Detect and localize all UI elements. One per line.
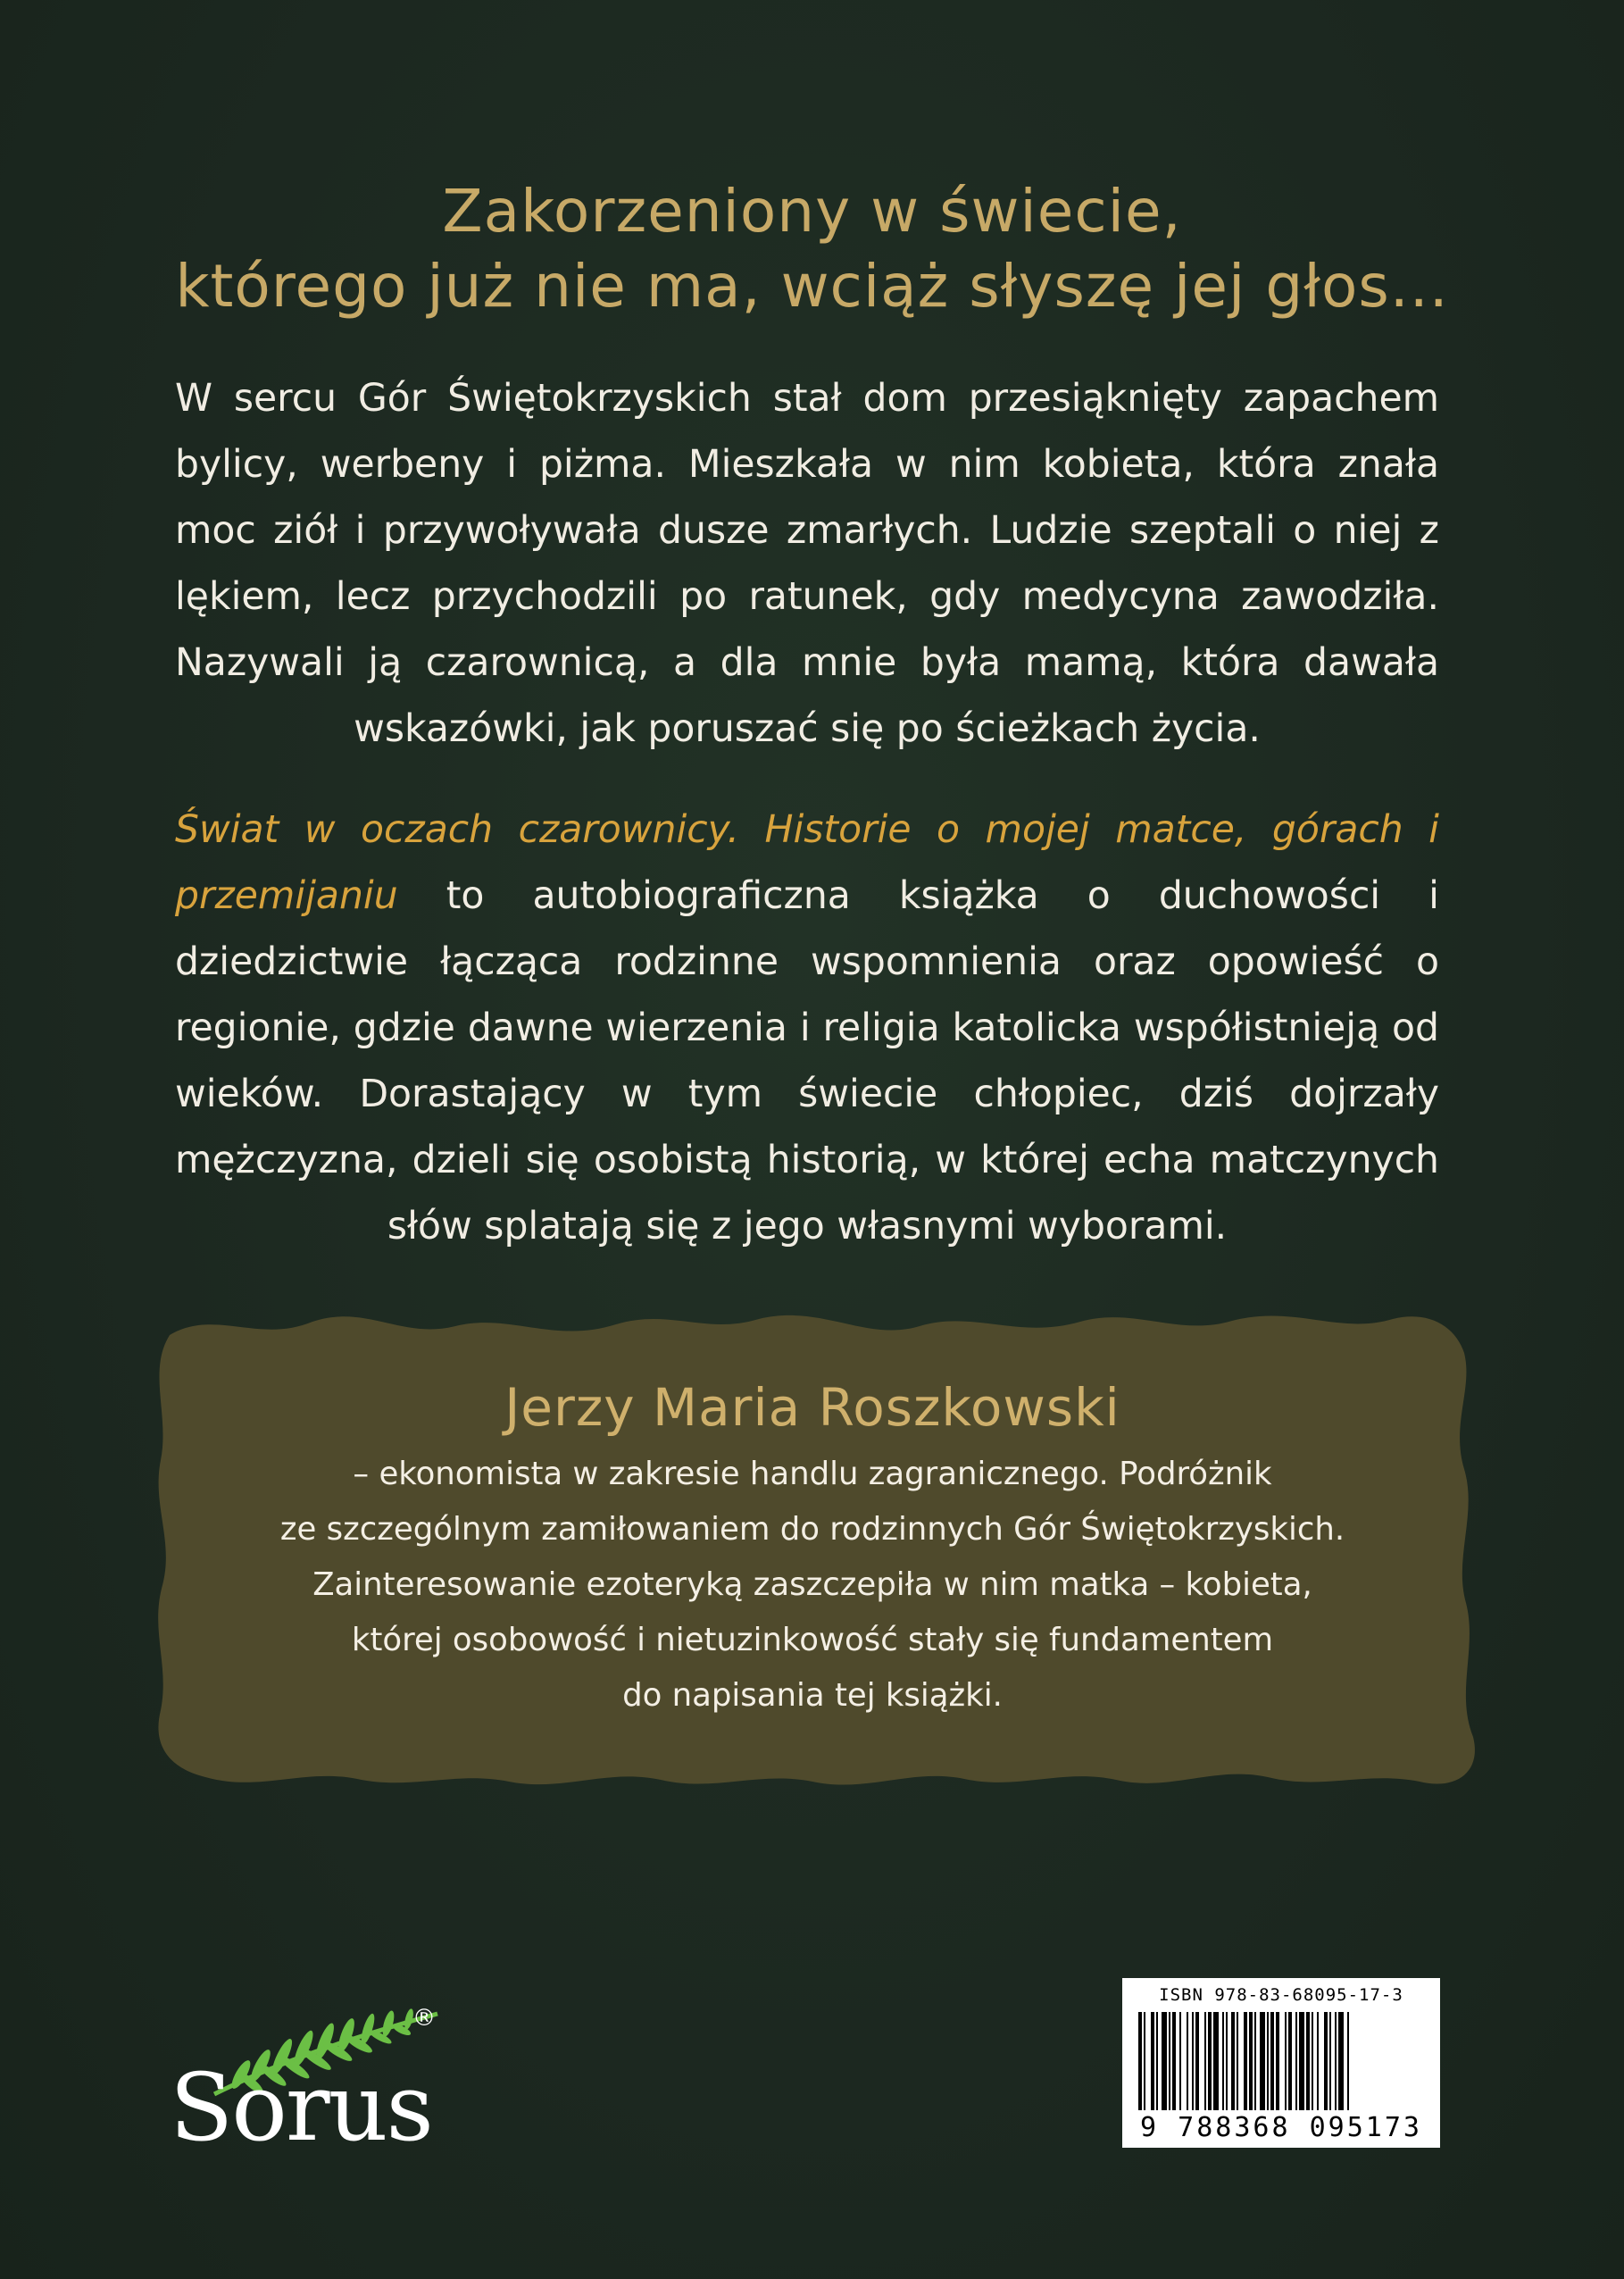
isbn-barcode xyxy=(1122,1978,1440,2148)
description-paragraph-2 xyxy=(175,797,1439,1260)
isbn-label: ISBN 978-83-68095-17-3 xyxy=(1159,1985,1403,2005)
author-bio-line: do napisania tej książki. xyxy=(622,1677,1003,1714)
barcode-bars xyxy=(1138,2012,1424,2110)
tagline xyxy=(0,174,1624,324)
author-bio-line: Zainteresowanie ezoteryką zaszczepiła w nim matka – kobieta, xyxy=(312,1566,1312,1603)
author-bio-line: ze szczególnym zamiłowaniem do rodzinnych Gór Świętokrzyskich. xyxy=(279,1511,1345,1548)
tagline-line-1: Zakorzeniony w świecie, xyxy=(442,177,1182,246)
tagline-line-2: którego już nie ma, wciąż słyszę jej głos... xyxy=(175,252,1449,321)
book-title: Świat w oczach czarownicy. Historie o mojej matce, górach i przemijaniu xyxy=(175,808,1439,918)
author-bio-line: – ekonomista w zakresie handlu zagranicznego. Podróżnik xyxy=(353,1456,1272,1492)
paragraph-2-body: to autobiograficzna książka o duchowości i dziedzictwie łącząca rodzinne wspomnienia oraz opowieść o regionie, gdzie dawne wierzenia i religia katolicka współistnieją od wieków. Dorastający w tym świecie chłopiec, dziś dojrzały mężczyzna, dzieli się osobistą historią, w której echa matczynych słów splatają się z jego własnymi wyborami. xyxy=(175,874,1439,1248)
ean-digits: 9 788368 095173 xyxy=(1140,2112,1422,2143)
author-name: Jerzy Maria Roszkowski xyxy=(504,1377,1120,1438)
publisher-logo xyxy=(170,2005,455,2166)
publisher-name: Sorus xyxy=(170,2053,432,2162)
registered-mark: ® xyxy=(412,2005,436,2032)
author-bio-line: której osobowość i nietuzinkowość stały się fundamentem xyxy=(351,1622,1274,1658)
author-bio xyxy=(223,1447,1402,1724)
description-paragraph-1: W sercu Gór Świętokrzyskich stał dom przesiąknięty zapachem bylicy, werbeny i piżma. Mieszkała w nim kobieta, która znała moc ziół i przywoływała dusze zmarłych. Ludzie szeptali o niej z lękiem, lecz przychodzili po ratunek, gdy medycyna zawodziła. Nazywali ją czarownicą, a dla mnie była mamą, która dawała wskazówki, jak poruszać się po ścieżkach życia. xyxy=(175,377,1439,751)
